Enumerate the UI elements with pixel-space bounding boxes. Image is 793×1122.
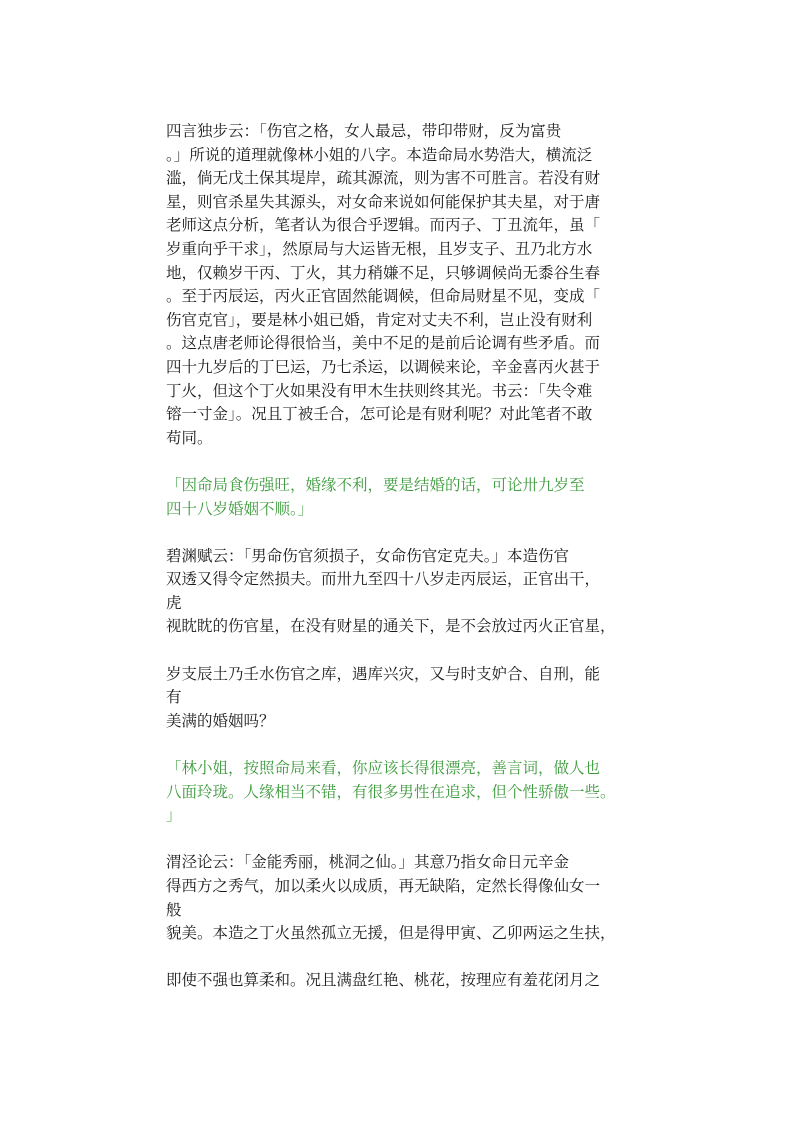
paragraph-commentary-1 (166, 120, 636, 450)
text-line (166, 639, 636, 663)
text-line: 即使不强也算柔和。况且满盘红艳、桃花，按理应有羞花闭月之 (166, 971, 601, 990)
text-line: 。至于丙辰运，丙火正官固然能调候，但命局财星不见，变成「 (166, 287, 601, 306)
paragraph-quote-2 (166, 757, 636, 828)
quote-line: 「林小姐，按照命局来看，你应该长得很漂亮，善言词，做人也 (166, 759, 601, 778)
text-line: 双透又得令定然损夫。而卅九至四十八岁走丙辰运，正官出干， (166, 570, 601, 589)
text-line: 得西方之秀气，加以柔火以成质，再无缺陷，定然长得像仙女一 (166, 877, 601, 895)
paragraph-spacer (166, 828, 636, 852)
text-line: 虎 (166, 593, 182, 612)
text-line: 。这点唐老师论得很恰当，美中不足的是前后论调有些矛盾。而 (166, 334, 601, 353)
paragraph-spacer (166, 521, 636, 545)
text-line: 碧渊赋云：「男命伤官须损子，女命伤官定克夫。」本造伤官 (166, 546, 570, 565)
paragraph-spacer (166, 733, 636, 757)
text-line: 老师这点分析，笔者认为很合乎逻辑。而丙子、丁丑流年，虽「 (166, 216, 601, 235)
text-line: 般 (166, 900, 182, 919)
paragraph-commentary-2 (166, 545, 636, 734)
quote-line: 八面玲珑。人缘相当不错，有很多男性在追求，但个性骄傲一些。 (166, 782, 616, 801)
document-page (166, 120, 636, 993)
text-line: 四言独步云：「伤官之格，女人最忌，带印带财，反为富贵 (166, 122, 562, 140)
text-line (166, 946, 636, 970)
text-line: 四十九岁后的丁巳运，乃七杀运，以调候来论，辛金喜丙火甚于 (166, 357, 601, 376)
text-line: 美满的婚姻吗？ (166, 711, 275, 730)
text-line: 。」所说的道理就像林小姐的八字。本造命局水势浩大，横流泛 (166, 145, 593, 164)
text-line: 岁支辰土乃壬水伤官之库，遇库兴灾，又与时支妒合、自刑，能 (166, 664, 601, 683)
text-line: 丁火，但这个丁火如果没有甲木生扶则终其光。书云：「失令难 (166, 381, 593, 400)
text-line: 苟同。 (166, 428, 213, 447)
text-line: 貌美。本造之丁火虽然孤立无援，但是得甲寅、乙卯两运之生扶， (166, 924, 616, 943)
text-line: 视眈眈的伤官星，在没有财星的通关下，是不会放过丙火正官星， (166, 617, 616, 636)
text-line: 地，仅赖岁干丙、丁火，其力稍嫌不足，只够调候尚无黍谷生春 (166, 263, 601, 282)
text-line: 岁重向乎干求」，然原局与大运皆无根，且岁支子、丑乃北方水 (166, 239, 593, 258)
paragraph-quote-1 (166, 474, 636, 521)
text-line: 有 (166, 688, 182, 707)
paragraph-commentary-3 (166, 851, 636, 993)
text-line: 渭泾论云：「金能秀丽，桃洞之仙。」其意乃指女命日元辛金 (166, 853, 570, 872)
quote-line: 」 (166, 806, 182, 825)
text-line: 镕一寸金」。况且丁被壬合，怎可论是有财利呢？对此笔者不敢 (166, 405, 593, 424)
quote-line: 「因命局食伤强旺，婚缘不利，要是结婚的话，可论卅九岁至 (166, 475, 585, 494)
quote-line: 四十八岁婚姻不顺。」 (166, 499, 314, 518)
text-line: 滥，倘无戊土保其堤岸，疏其源流，则为害不可胜言。若没有财 (166, 169, 601, 188)
paragraph-spacer (166, 450, 636, 474)
text-line: 伤官克官」，要是林小姐已婚，肯定对丈夫不利，岂止没有财利 (166, 310, 593, 329)
text-line: 星，则官杀星失其源头，对女命来说如何能保护其夫星，对于唐 (166, 192, 601, 211)
